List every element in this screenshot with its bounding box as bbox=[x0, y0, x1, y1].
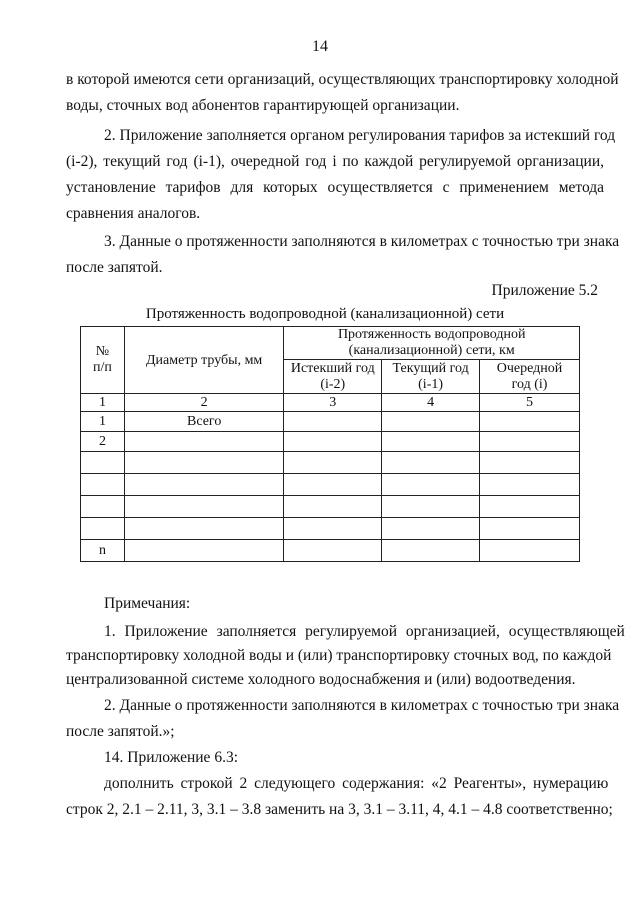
row-num bbox=[81, 518, 125, 540]
header-diameter: Диаметр трубы, мм bbox=[124, 327, 283, 394]
row-num: 2 bbox=[81, 432, 125, 452]
cell-empty bbox=[479, 540, 579, 562]
cell-empty bbox=[479, 452, 579, 474]
row-num: 1 bbox=[81, 412, 125, 432]
cell-empty bbox=[479, 518, 579, 540]
column-number: 4 bbox=[382, 394, 480, 412]
row-diameter: Всего bbox=[124, 412, 283, 432]
cell-empty bbox=[479, 432, 579, 452]
cell-empty bbox=[284, 412, 382, 432]
cell-empty bbox=[479, 412, 579, 432]
table-row bbox=[81, 518, 580, 540]
cell-empty bbox=[284, 432, 382, 452]
row-diameter bbox=[124, 496, 283, 518]
table-row bbox=[81, 412, 580, 432]
note1-line-2: транспортировку холодной воды и (или) транспортировку сточных вод, по каждой bbox=[66, 647, 612, 664]
note2-line-2: после запятой.»; bbox=[66, 723, 175, 740]
cell-empty bbox=[284, 452, 382, 474]
item14-line-1: 14. Приложение 6.3: bbox=[104, 749, 238, 766]
header-next-year: Очередной год (i) bbox=[479, 360, 579, 394]
intro-line-1: в которой имеются сети организаций, осуществляющих транспортировку холодной bbox=[66, 71, 619, 88]
row-num: n bbox=[81, 540, 125, 562]
header-num: № п/п bbox=[81, 327, 125, 394]
table-row bbox=[81, 474, 580, 496]
cell-empty bbox=[382, 518, 480, 540]
cell-empty bbox=[382, 540, 480, 562]
row-diameter bbox=[124, 452, 283, 474]
header-past-year: Истекший год (i-2) bbox=[284, 360, 382, 394]
row-diameter bbox=[124, 540, 283, 562]
column-number: 2 bbox=[124, 394, 283, 412]
item14-line-2: дополнить строкой 2 следующего содержания: «2 Реагенты», нумерацию bbox=[104, 775, 609, 792]
cell-empty bbox=[382, 452, 480, 474]
appendix-label: Приложение 5.2 bbox=[491, 282, 598, 299]
note2-line-1: 2. Данные о протяженности заполняются в километрах с точностью три знака bbox=[104, 697, 620, 714]
cell-empty bbox=[284, 496, 382, 518]
cell-empty bbox=[284, 474, 382, 496]
row-diameter bbox=[124, 474, 283, 496]
cell-empty bbox=[382, 496, 480, 518]
row-diameter bbox=[124, 432, 283, 452]
column-number: 5 bbox=[479, 394, 579, 412]
cell-empty bbox=[479, 474, 579, 496]
column-number: 1 bbox=[81, 394, 125, 412]
header-current-year: Текущий год (i-1) bbox=[382, 360, 480, 394]
cell-empty bbox=[284, 518, 382, 540]
header-length-group: Протяженность водопроводной (канализационной) сети, км bbox=[284, 327, 580, 360]
table-row bbox=[81, 452, 580, 474]
para2-line-4: сравнения аналогов. bbox=[66, 205, 201, 222]
para3-line-1: 3. Данные о протяженности заполняются в километрах с точностью три знака bbox=[104, 233, 620, 250]
item14-line-3: строк 2, 2.1 – 2.11, 3, 3.1 – 3.8 заменить на 3, 3.1 – 3.11, 4, 4.1 – 4.8 соответственно; bbox=[66, 801, 613, 818]
length-table bbox=[80, 326, 580, 562]
table-row bbox=[81, 540, 580, 562]
row-diameter bbox=[124, 518, 283, 540]
row-num bbox=[81, 452, 125, 474]
table-row bbox=[81, 496, 580, 518]
note1-line-3: централизованной системе холодного водоснабжения и (или) водоотведения. bbox=[66, 671, 576, 688]
para2-line-3: установление тарифов для которых осуществляется с применением метода bbox=[66, 179, 605, 196]
cell-empty bbox=[284, 540, 382, 562]
table-row bbox=[81, 432, 580, 452]
para2-line-1: 2. Приложение заполняется органом регулирования тарифов за истекший год bbox=[104, 127, 616, 144]
row-num bbox=[81, 474, 125, 496]
column-number: 3 bbox=[284, 394, 382, 412]
cell-empty bbox=[382, 474, 480, 496]
column-numbers-row bbox=[81, 394, 580, 412]
page-number: 14 bbox=[312, 38, 328, 55]
para3-line-2: после запятой. bbox=[66, 259, 163, 276]
row-num bbox=[81, 496, 125, 518]
notes-heading: Примечания: bbox=[104, 595, 191, 612]
note1-line-1: 1. Приложение заполняется регулируемой организацией, осуществляющей bbox=[104, 623, 625, 640]
cell-empty bbox=[382, 412, 480, 432]
intro-line-2: воды, сточных вод абонентов гарантирующей организации. bbox=[66, 97, 460, 114]
para2-line-2: (i-2), текущий год (i-1), очередной год i по каждой регулируемой организации, bbox=[66, 153, 604, 170]
cell-empty bbox=[479, 496, 579, 518]
cell-empty bbox=[382, 432, 480, 452]
table-title: Протяженность водопроводной (канализационной) сети bbox=[145, 306, 505, 322]
